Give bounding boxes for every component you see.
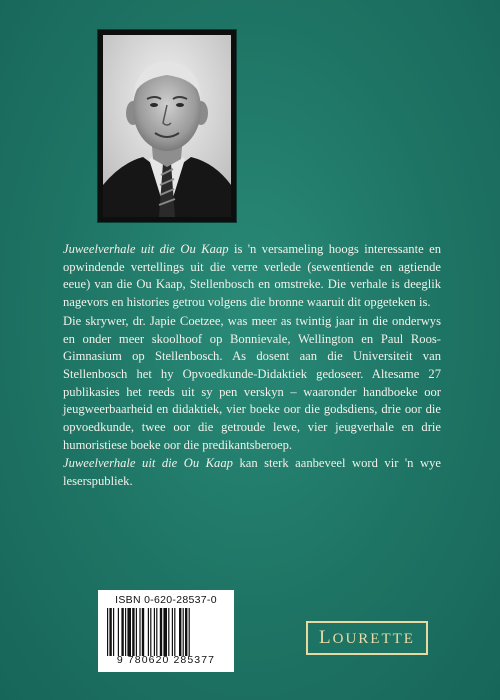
barcode-bar — [154, 608, 155, 656]
book-title-2: Juweelverhale uit die Ou Kaap — [63, 456, 233, 471]
barcode-bar — [109, 608, 111, 656]
barcode-bar — [148, 608, 149, 656]
barcode-bar — [160, 608, 162, 656]
barcode-bar — [127, 608, 131, 656]
barcode-bar — [185, 608, 187, 656]
author-portrait-image — [103, 35, 231, 217]
publisher-initial: L — [319, 627, 333, 648]
barcode-bar — [139, 608, 140, 656]
book-title-1: Juweelverhale uit die Ou Kaap — [63, 242, 229, 256]
barcode-bar — [172, 608, 173, 656]
barcode-bar — [132, 608, 134, 656]
blurb-paragraph-3-text: kan sterk aanbeveel word vir 'n wye leserspubliek. — [63, 456, 441, 489]
publisher-logo — [306, 621, 428, 655]
barcode-bar — [136, 608, 137, 656]
barcode-bar — [125, 608, 126, 656]
barcode-bar — [107, 608, 108, 656]
blurb-paragraph-1 — [63, 241, 441, 312]
blurb-paragraph-3 — [63, 455, 441, 490]
barcode-bar — [183, 608, 184, 656]
barcode-bar — [168, 608, 169, 656]
barcode-bar — [189, 608, 190, 656]
barcode-bar — [179, 608, 181, 656]
barcode-bar — [150, 608, 151, 656]
barcode-bar — [142, 608, 144, 656]
blurb-paragraph-1-text: is 'n versameling hoogs interessante en opwindende vertellings uit die verre verlede (sewentiende en agtiende eeue) van die Ou Kaap, Stellenbosch en omstreke. Die verhale is deeglik nagevors en histories getrou volgens die bronne waaruit dit opgeteken is. — [63, 242, 441, 310]
blurb-paragraph-2: Die skrywer, dr. Japie Coetzee, was meer as twintig jaar in die onderwys en onder meer skoolhoof op Bonnievale, Wellington en Paul Roos-Gimnasium op Stellenbosch. As dosent aan die Universiteit van Stellenbosch het hy Opvoedkunde-Didaktiek gedoseer. Altesame 27 publikasies het reeds uit sy pen verskyn – waaronder handboeke oor jeugweerbaarheid en didaktiek, vier boeke oor die godsdiens, drie oor die opvoedkunde, twee oor die getroude lewe, vier jeugverhale en drie humoristiese boeke oor die predikantsberoep. — [63, 313, 441, 452]
author-photo — [103, 35, 231, 217]
barcode-bar — [163, 608, 167, 656]
barcode-label — [98, 590, 234, 672]
barcode-number: 9 780620 285377 — [116, 654, 216, 666]
barcode-bar — [174, 608, 175, 656]
barcode-bar — [118, 608, 119, 656]
barcode-bar — [156, 608, 157, 656]
blurb-text — [63, 241, 441, 491]
isbn-text: ISBN 0-620-28537-0 — [115, 594, 217, 606]
barcode-bars — [107, 608, 225, 656]
publisher-name-rest: OURETTE — [332, 631, 415, 647]
barcode-bar — [113, 608, 114, 656]
barcode-bar — [121, 608, 123, 656]
publisher-name — [319, 627, 415, 649]
author-photo-frame — [98, 30, 236, 222]
